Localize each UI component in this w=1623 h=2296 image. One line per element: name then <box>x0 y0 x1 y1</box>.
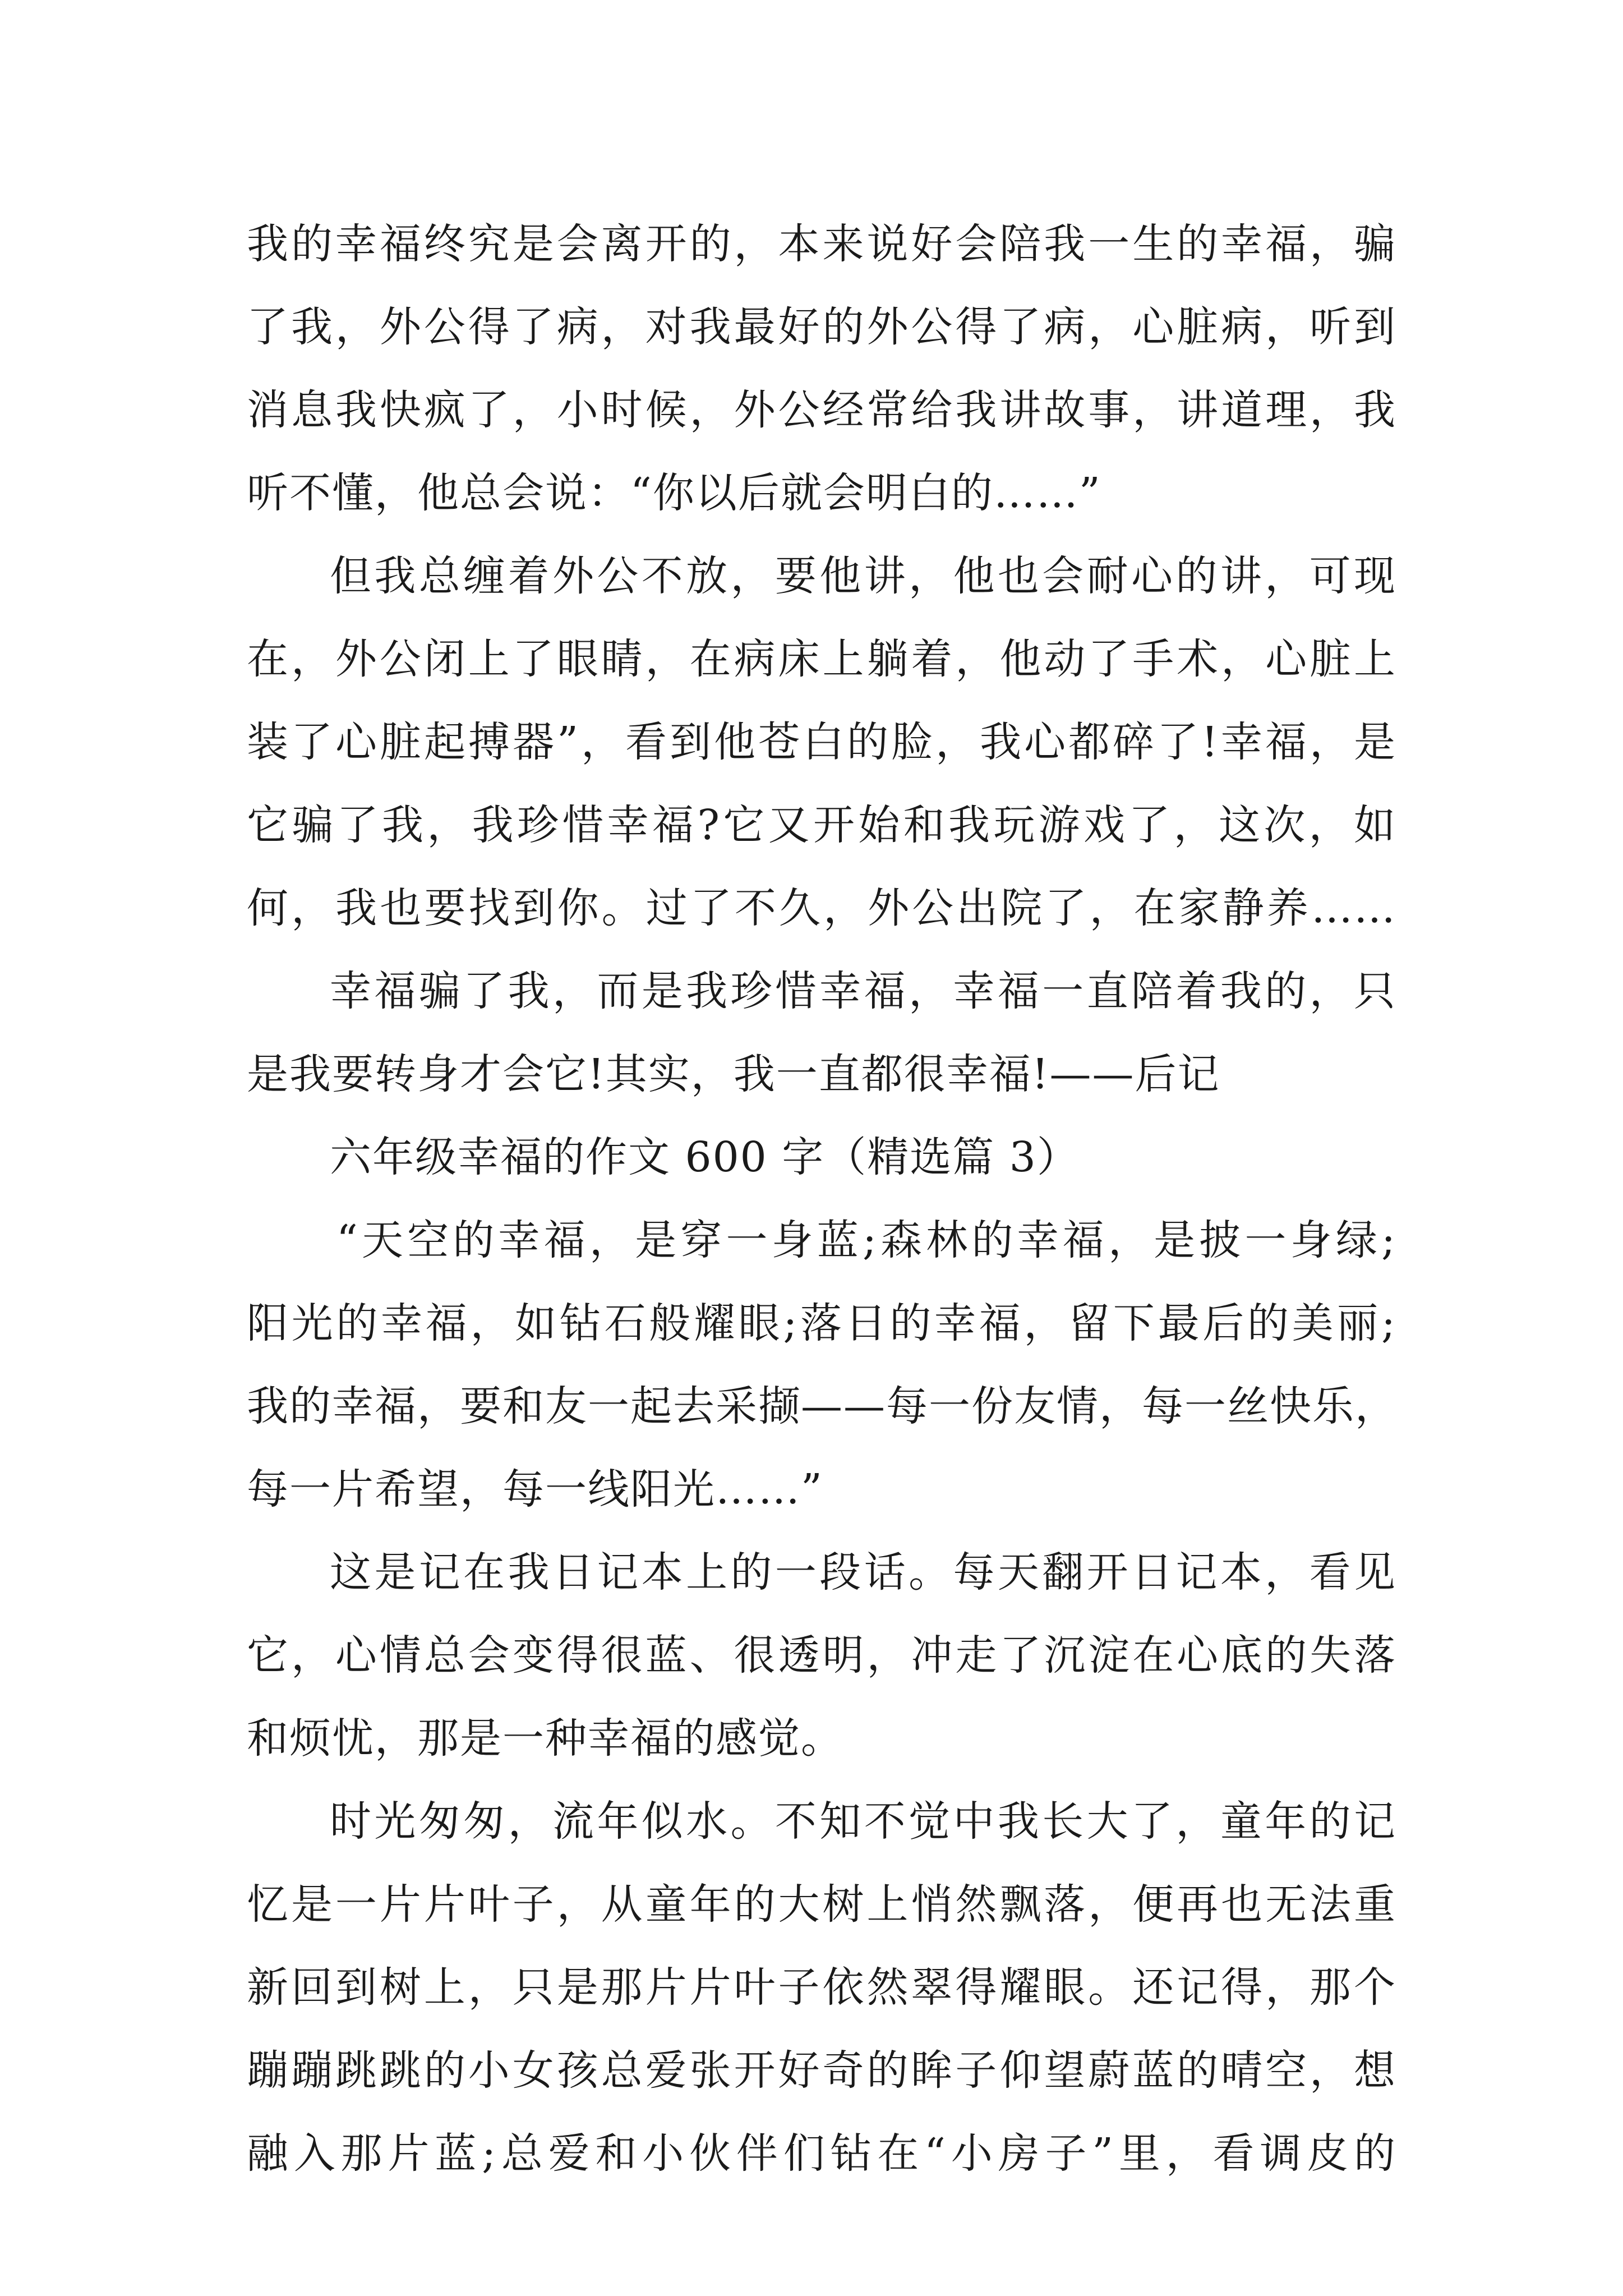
text-line: 蹦蹦跳跳的小女孩总爱张开好奇的眸子仰望蔚蓝的晴空，想 <box>247 2046 1396 2095</box>
text-line: 忆是一片片叶子，从童年的大树上悄然飘落，便再也无法重 <box>247 1880 1396 1929</box>
text-line: 幸福骗了我，而是我珍惜幸福，幸福一直陪着我的，只 <box>330 967 1396 1015</box>
text-line: 听不懂，他总会说：“你以后就会明白的……” <box>247 469 1101 517</box>
text-line: 这是记在我日记本上的一段话。每天翻开日记本，看见 <box>330 1548 1396 1596</box>
text-line: 时光匆匆，流年似水。不知不觉中我长大了，童年的记 <box>330 1797 1396 1846</box>
text-line: 我的幸福，要和友一起去采撷——每一份友情，每一丝快乐， <box>247 1382 1398 1430</box>
text-line: 是我要转身才会它!其实，我一直都很幸福!——后记 <box>247 1050 1220 1098</box>
text-line: 融入那片蓝;总爱和小伙伴们钻在“小房子”里，看调皮的 <box>247 2129 1396 2178</box>
text-line: 阳光的幸福，如钻石般耀眼;落日的幸福，留下最后的美丽; <box>247 1299 1396 1347</box>
text-line: 在，外公闭上了眼睛，在病床上躺着，他动了手术，心脏上 <box>247 635 1396 683</box>
text-line: 和烦忧，那是一种幸福的感觉。 <box>247 1714 843 1763</box>
text-line: 何，我也要找到你。过了不久，外公出院了，在家静养…… <box>247 884 1396 932</box>
section-heading: 六年级幸福的作文 600 字（精选篇 3） <box>330 1133 1080 1181</box>
text-line: 新回到树上，只是那片片叶子依然翠得耀眼。还记得，那个 <box>247 1963 1396 2012</box>
text-line: 装了心脏起搏器”，看到他苍白的脸，我心都碎了!幸福，是 <box>247 718 1396 766</box>
text-line: “天空的幸福，是穿一身蓝;森林的幸福，是披一身绿; <box>336 1216 1396 1264</box>
text-line: 它骗了我，我珍惜幸福?它又开始和我玩游戏了，这次，如 <box>247 801 1396 849</box>
text-line: 了我，外公得了病，对我最好的外公得了病，心脏病，听到 <box>247 303 1396 351</box>
text-line: 每一片希望，每一线阳光……” <box>247 1465 823 1513</box>
text-line: 它，心情总会变得很蓝、很透明，冲走了沉淀在心底的失落 <box>247 1631 1396 1680</box>
text-line: 但我总缠着外公不放，要他讲，他也会耐心的讲，可现 <box>330 552 1396 600</box>
text-line: 我的幸福终究是会离开的，本来说好会陪我一生的幸福，骗 <box>247 220 1396 268</box>
text-line: 消息我快疯了，小时候，外公经常给我讲故事，讲道理，我 <box>247 386 1396 434</box>
